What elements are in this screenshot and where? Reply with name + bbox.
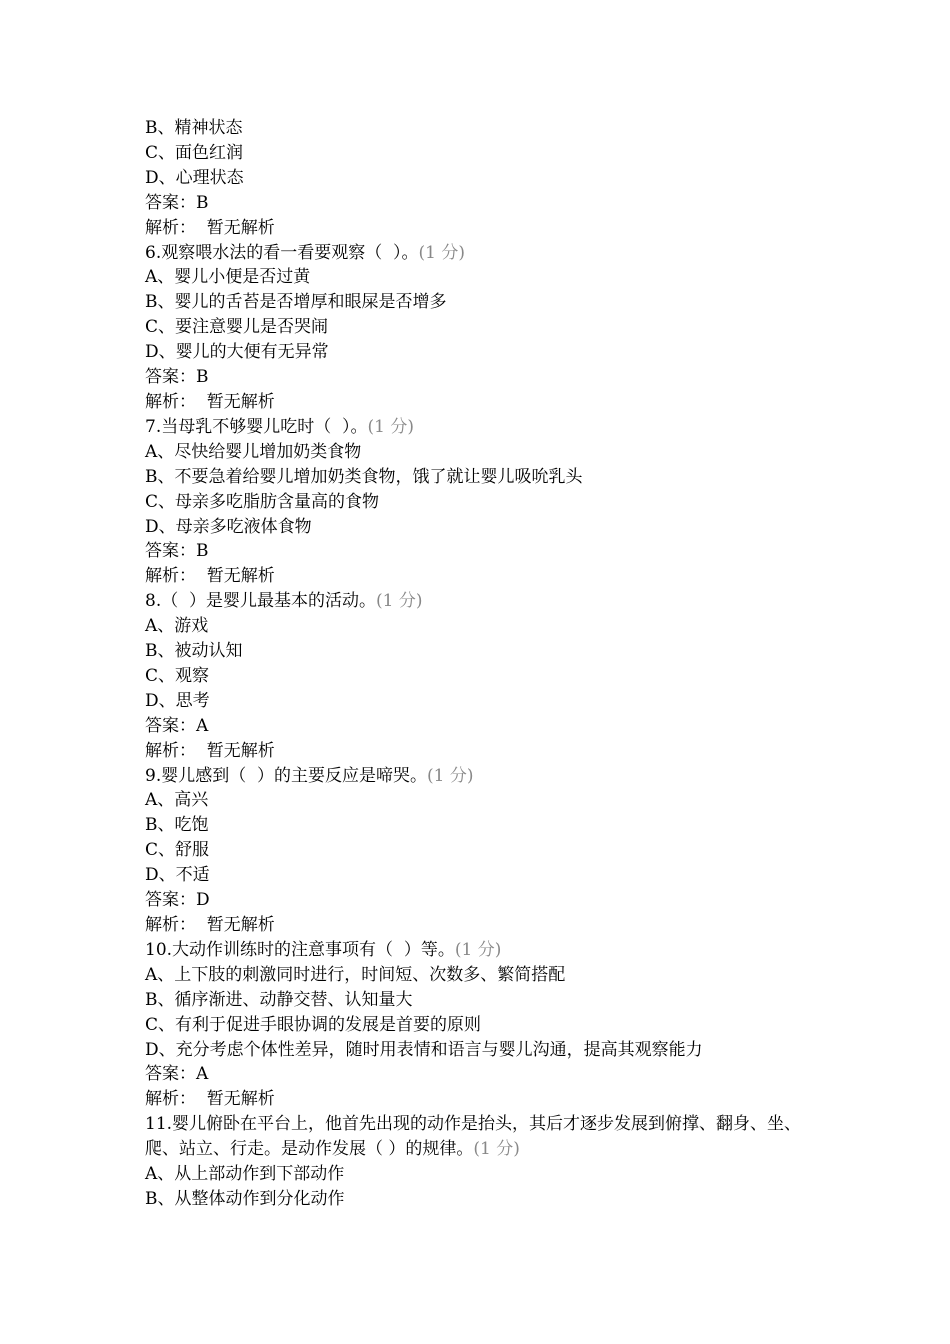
text-line — [145, 1038, 825, 1063]
text-line — [145, 1187, 825, 1212]
text-line — [145, 714, 825, 739]
line-text: 6.观察喂水法的看一看要观察（ ）。 — [145, 242, 419, 263]
line-text: 10.大动作训练时的注意事项有（ ）等。 — [145, 939, 455, 960]
text-line — [145, 116, 825, 141]
line-text: B、从整体动作到分化动作 — [145, 1188, 345, 1209]
line-text: 答案：B — [145, 367, 209, 388]
text-line — [145, 265, 825, 290]
text-line — [145, 290, 825, 315]
line-text: 9.婴儿感到（ ）的主要反应是啼哭。 — [145, 765, 428, 786]
line-text: B、吃饱 — [145, 815, 209, 836]
line-text: 11.婴儿俯卧在平台上，他首先出现的动作是抬头，其后才逐步发展到俯撑、翻身、坐、爬、站立、行走。是动作发展（ ）的规律。 — [145, 1114, 802, 1160]
line-text: 解析： 暂无解析 — [145, 391, 275, 412]
text-line — [145, 515, 825, 540]
line-text: D、母亲多吃液体食物 — [145, 516, 312, 537]
line-text: 解析： 暂无解析 — [145, 566, 275, 587]
score-label: (1 分) — [454, 939, 502, 960]
line-text: D、心理状态 — [145, 167, 244, 188]
line-text: 7.当母乳不够婴儿吃时（ ）。 — [145, 416, 368, 437]
line-text: 答案：A — [145, 715, 209, 736]
text-line — [145, 315, 825, 340]
text-line — [145, 340, 825, 365]
line-text: C、要注意婴儿是否哭闹 — [145, 317, 329, 338]
line-text: D、思考 — [145, 690, 210, 711]
line-text: A、从上部动作到下部动作 — [145, 1164, 345, 1185]
text-line — [145, 913, 825, 938]
text-line — [145, 390, 825, 415]
line-text: C、面色红润 — [145, 142, 244, 163]
text-line — [145, 888, 825, 913]
line-text: B、循序渐进、动静交替、认知量大 — [145, 989, 413, 1010]
line-text: B、被动认知 — [145, 641, 243, 662]
line-text: D、不适 — [145, 865, 210, 886]
line-text: A、上下肢的刺激同时进行，时间短、次数多、繁简搭配 — [145, 964, 566, 985]
text-line — [145, 166, 825, 191]
text-line — [145, 490, 825, 515]
line-text: 答案：B — [145, 541, 209, 562]
text-line — [145, 963, 825, 988]
line-text: C、观察 — [145, 665, 210, 686]
score-label: (1 分) — [367, 416, 415, 437]
text-line — [145, 539, 825, 564]
text-line — [145, 764, 825, 789]
text-line — [145, 938, 825, 963]
text-line — [145, 564, 825, 589]
text-line — [145, 440, 825, 465]
text-line — [145, 415, 825, 440]
text-line — [145, 689, 825, 714]
line-text: 8.（ ）是婴儿最基本的活动。 — [145, 591, 377, 612]
text-line — [145, 739, 825, 764]
line-text: B、婴儿的舌苔是否增厚和眼屎是否增多 — [145, 292, 447, 313]
line-text: C、舒服 — [145, 840, 210, 861]
text-line — [145, 1162, 825, 1187]
score-label: (1 分) — [473, 1139, 520, 1160]
line-text: B、精神状态 — [145, 118, 243, 138]
line-text: B、不要急着给婴儿增加奶类食物，饿了就让婴儿吸吮乳头 — [145, 466, 583, 487]
text-line — [145, 838, 825, 863]
line-text: A、尽快给婴儿增加奶类食物 — [145, 441, 362, 462]
text-line — [145, 664, 825, 689]
text-line — [145, 191, 825, 216]
line-text: D、婴儿的大便有无异常 — [145, 342, 329, 363]
text-line — [145, 813, 825, 838]
line-text: A、游戏 — [145, 616, 209, 637]
line-text: 答案：A — [145, 1064, 209, 1085]
score-label: (1 分) — [376, 591, 423, 612]
document-page — [145, 116, 825, 1212]
score-label: (1 分) — [427, 765, 474, 786]
text-line — [145, 365, 825, 390]
text-line — [145, 465, 825, 490]
text-line — [145, 141, 825, 166]
line-text: 解析： 暂无解析 — [145, 217, 275, 238]
text-line — [145, 241, 825, 266]
line-text: 解析： 暂无解析 — [145, 1089, 275, 1110]
line-text: C、母亲多吃脂肪含量高的食物 — [145, 491, 380, 512]
line-text: A、高兴 — [145, 790, 209, 811]
text-line — [145, 1112, 825, 1162]
line-text: 解析： 暂无解析 — [145, 915, 275, 935]
score-label: (1 分) — [418, 242, 466, 263]
line-text: 答案：B — [145, 192, 209, 213]
line-text: A、婴儿小便是否过黄 — [145, 267, 311, 288]
line-text: 解析： 暂无解析 — [145, 740, 275, 761]
text-line — [145, 639, 825, 664]
text-line — [145, 589, 825, 614]
text-line — [145, 788, 825, 813]
text-line — [145, 1087, 825, 1112]
text-line — [145, 614, 825, 639]
text-line — [145, 216, 825, 241]
line-text: C、有利于促进手眼协调的发展是首要的原则 — [145, 1014, 482, 1035]
line-text: 答案：D — [145, 890, 210, 911]
text-line — [145, 863, 825, 888]
line-text: D、充分考虑个体性差异，随时用表情和语言与婴儿沟通，提高其观察能力 — [145, 1039, 703, 1060]
text-line — [145, 988, 825, 1013]
text-line — [145, 1062, 825, 1087]
text-line — [145, 1013, 825, 1038]
